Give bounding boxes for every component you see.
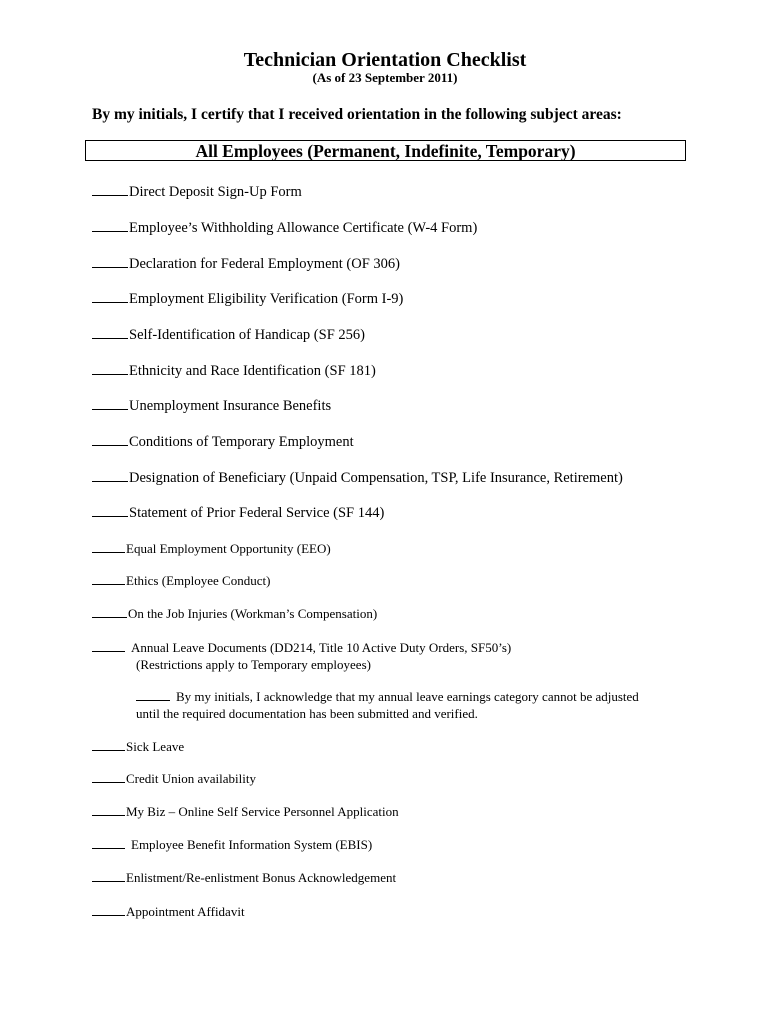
checklist-item-direct-deposit <box>92 183 302 201</box>
checklist-item-sf256 <box>92 326 365 344</box>
initials-blank[interactable] <box>92 869 125 882</box>
initials-blank[interactable] <box>92 290 128 303</box>
acknowledgement-line-1 <box>136 688 639 705</box>
checklist-item-unemployment <box>92 397 331 415</box>
checklist-item-affidavit <box>92 903 245 921</box>
initials-blank[interactable] <box>92 903 125 916</box>
checklist-item-bonus <box>92 869 396 887</box>
initials-blank[interactable] <box>92 219 128 232</box>
initials-blank[interactable] <box>92 540 125 553</box>
item-label: Designation of Beneficiary (Unpaid Compensation, TSP, Life Insurance, Retirement) <box>129 470 623 486</box>
initials-blank[interactable] <box>92 803 125 816</box>
initials-blank[interactable] <box>92 255 128 268</box>
item-label: Credit Union availability <box>126 771 256 786</box>
initials-blank[interactable] <box>92 433 128 446</box>
annual-leave-restriction-note: (Restrictions apply to Temporary employees) <box>136 657 371 672</box>
item-label: Unemployment Insurance Benefits <box>129 398 332 414</box>
item-label: Employee’s Withholding Allowance Certificate (W-4 Form) <box>129 220 478 236</box>
initials-blank[interactable] <box>92 836 125 849</box>
initials-blank[interactable] <box>92 397 128 410</box>
document-date: (As of 23 September 2011) <box>312 70 458 85</box>
item-label: Direct Deposit Sign-Up Form <box>129 184 302 200</box>
checklist-item-sf181 <box>92 362 376 380</box>
checklist-item-injuries <box>92 605 377 623</box>
acknowledgement-line-2: until the required documentation has been submitted and verified. <box>136 706 478 721</box>
item-label: Ethics (Employee Conduct) <box>126 573 271 588</box>
item-label: Employee Benefit Information System (EBIS) <box>131 837 373 852</box>
checklist-item-annual-leave <box>92 639 511 657</box>
section-title: All Employees (Permanent, Indefinite, Temporary) <box>195 141 576 161</box>
item-label: Self-Identification of Handicap (SF 256) <box>129 327 365 343</box>
checklist-item-w4 <box>92 219 477 237</box>
initials-blank[interactable] <box>92 504 128 517</box>
checklist-item-ebis <box>92 836 372 854</box>
item-label: Equal Employment Opportunity (EEO) <box>126 541 331 556</box>
item-label: My Biz – Online Self Service Personnel Application <box>126 804 399 819</box>
checklist-item-temp-employment <box>92 433 354 451</box>
item-label: Sick Leave <box>126 739 185 754</box>
item-label: Ethnicity and Race Identification (SF 181) <box>129 363 376 379</box>
item-label: Annual Leave Documents (DD214, Title 10 Active Duty Orders, SF50’s) <box>131 640 512 655</box>
checklist-item-sf144 <box>92 504 384 522</box>
checklist-item-ethics <box>92 572 270 590</box>
initials-blank[interactable] <box>92 362 128 375</box>
certification-statement: By my initials, I certify that I received orientation in the following subject areas: <box>92 106 622 123</box>
checklist-item-credit-union <box>92 770 256 788</box>
document-title: Technician Orientation Checklist <box>243 49 527 71</box>
initials-blank[interactable] <box>92 605 127 618</box>
initials-blank[interactable] <box>92 183 128 196</box>
checklist-item-beneficiary <box>92 469 623 487</box>
item-label: Statement of Prior Federal Service (SF 144) <box>129 505 385 521</box>
initials-blank[interactable] <box>92 572 125 585</box>
checklist-item-eeo <box>92 540 331 558</box>
checklist-item-of306 <box>92 255 400 273</box>
initials-blank[interactable] <box>92 639 125 652</box>
checklist-item-i9 <box>92 290 403 308</box>
initials-blank[interactable] <box>136 688 170 701</box>
acknowledgement-text: By my initials, I acknowledge that my annual leave earnings category cannot be adjusted <box>176 689 639 704</box>
item-label: Conditions of Temporary Employment <box>129 434 354 450</box>
section-header-box <box>85 140 686 161</box>
initials-blank[interactable] <box>92 770 125 783</box>
checklist-item-mybiz <box>92 803 399 821</box>
item-label: Appointment Affidavit <box>126 904 245 919</box>
item-label: On the Job Injuries (Workman’s Compensation) <box>128 606 378 621</box>
checklist-item-sick-leave <box>92 738 184 756</box>
item-label: Employment Eligibility Verification (Form I-9) <box>129 291 404 307</box>
initials-blank[interactable] <box>92 326 128 339</box>
item-label: Enlistment/Re-enlistment Bonus Acknowledgement <box>126 870 397 885</box>
initials-blank[interactable] <box>92 469 128 482</box>
initials-blank[interactable] <box>92 738 125 751</box>
item-label: Declaration for Federal Employment (OF 306) <box>129 256 400 272</box>
